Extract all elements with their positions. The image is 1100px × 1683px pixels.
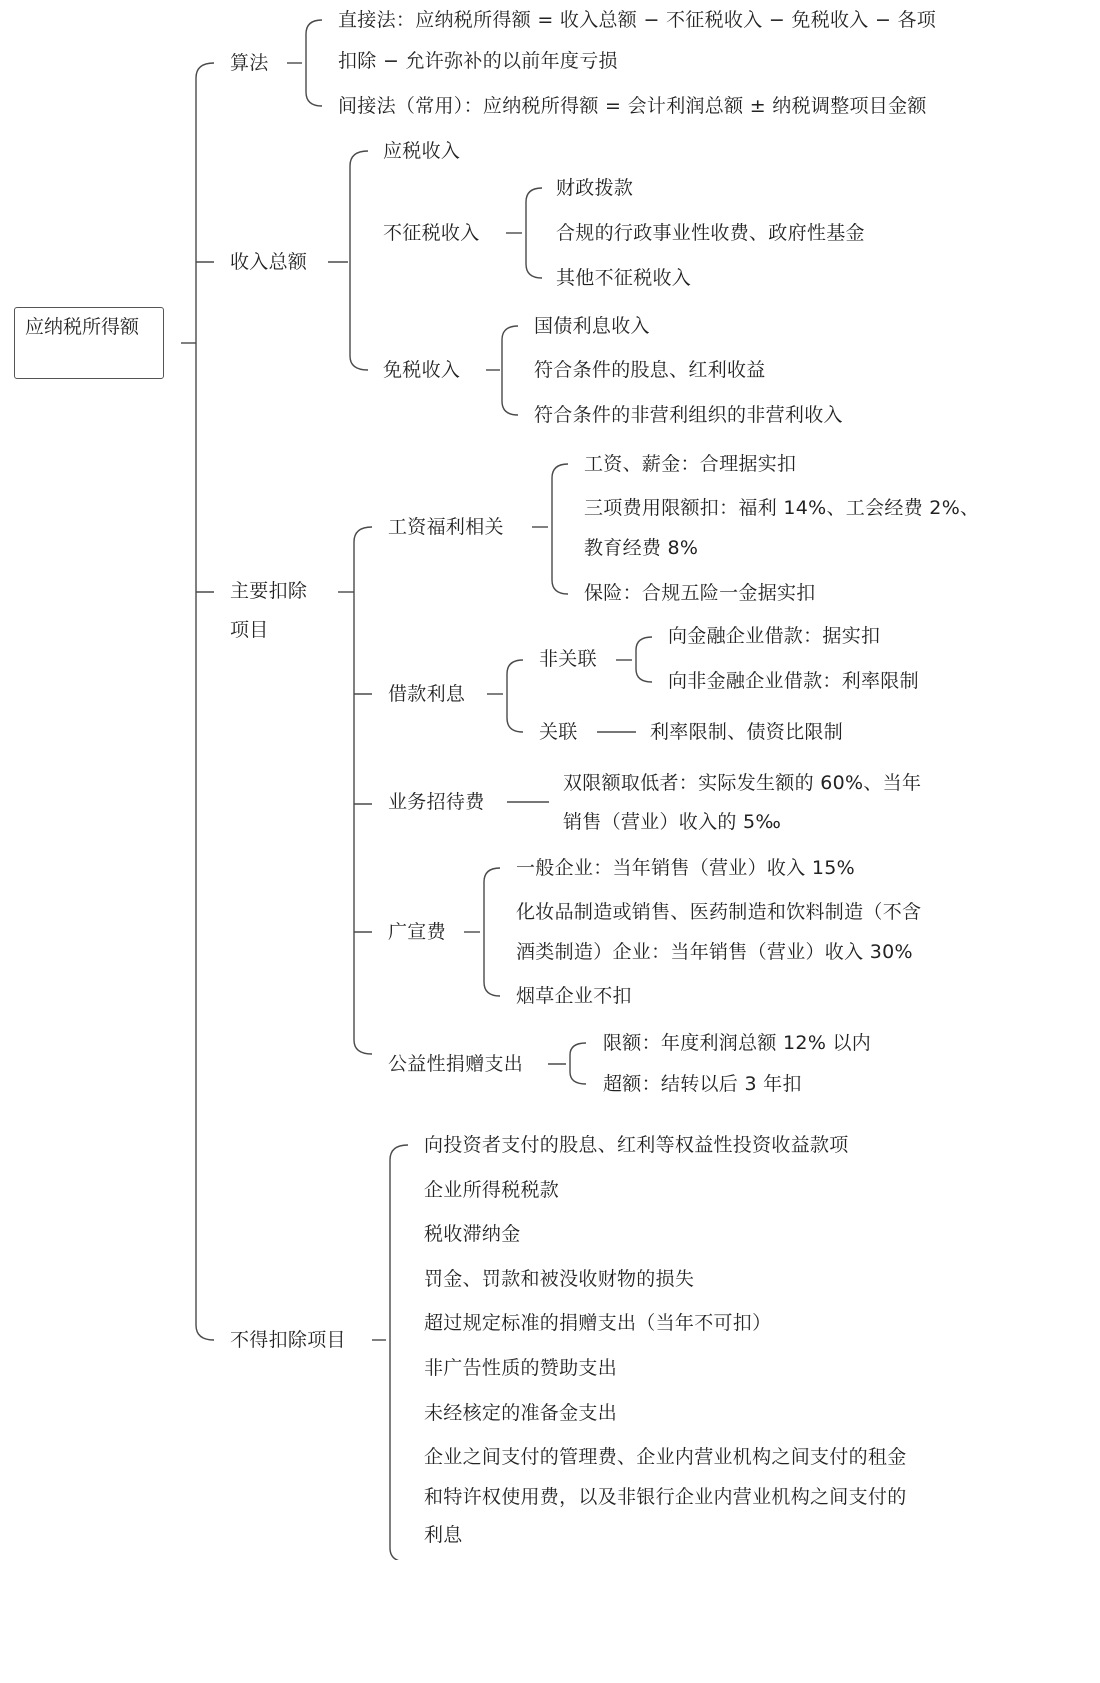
node-nondeductible-item: 未经核定的准备金支出 bbox=[424, 1402, 618, 1424]
node-indirect-method: 间接法（常用）：应纳税所得额 = 会计利润总额 ± 纳税调整项目金额 bbox=[338, 95, 927, 117]
node-advertising-item-line2: 酒类制造）企业：当年销售（营业）收入 30% bbox=[516, 941, 913, 963]
node-entertainment-item-line1: 双限额取低者：实际发生额的 60%、当年 bbox=[563, 772, 922, 794]
node-taxable-income: 应税收入 bbox=[383, 140, 461, 162]
node-nontaxable-item: 其他不征税收入 bbox=[556, 267, 692, 289]
node-nondeductible-item: 非广告性质的赞助支出 bbox=[424, 1357, 618, 1379]
node-nondeductible-item: 企业所得税税款 bbox=[424, 1179, 560, 1201]
node-nondeductible-item-line1: 企业之间支付的管理费、企业内营业机构之间支付的租金 bbox=[424, 1446, 907, 1468]
node-direct-method-line2: 扣除 − 允许弥补的以前年度亏损 bbox=[338, 50, 618, 72]
node-wage-item-line2: 教育经费 8% bbox=[584, 537, 699, 559]
node-nondeductible-item: 罚金、罚款和被没收财物的损失 bbox=[424, 1268, 695, 1290]
node-wage-welfare: 工资福利相关 bbox=[388, 516, 504, 538]
node-wage-item: 保险：合规五险一金据实扣 bbox=[584, 582, 816, 604]
node-total-income: 收入总额 bbox=[230, 251, 308, 273]
node-algorithm: 算法 bbox=[230, 52, 269, 74]
root-node: 应纳税所得额 bbox=[14, 307, 164, 379]
node-advertising-item: 烟草企业不扣 bbox=[516, 985, 632, 1007]
node-nondeductible-item-line3: 利息 bbox=[424, 1524, 463, 1546]
node-nondeductible: 不得扣除项目 bbox=[230, 1329, 346, 1351]
node-nontaxable-income: 不征税收入 bbox=[383, 222, 480, 244]
node-nondeductible-item: 超过规定标准的捐赠支出（当年不可扣） bbox=[424, 1312, 772, 1334]
node-entertainment-item-line2: 销售（营业）收入的 5‰ bbox=[563, 811, 782, 833]
node-exempt-item: 国债利息收入 bbox=[534, 315, 650, 337]
node-nonrelated-item: 向金融企业借款：据实扣 bbox=[668, 625, 881, 647]
node-direct-method-line1: 直接法：应纳税所得额 = 收入总额 − 不征税收入 − 免税收入 − 各项 bbox=[338, 9, 937, 31]
node-nontaxable-item: 财政拨款 bbox=[556, 177, 634, 199]
node-main-deductions-line2: 项目 bbox=[230, 619, 269, 641]
node-related-item: 利率限制、债资比限制 bbox=[650, 721, 844, 743]
node-advertising: 广宣费 bbox=[388, 921, 446, 943]
node-exempt-item: 符合条件的非营利组织的非营利收入 bbox=[534, 404, 843, 426]
node-nonrelated: 非关联 bbox=[539, 648, 597, 670]
node-nondeductible-item: 向投资者支付的股息、红利等权益性投资收益款项 bbox=[424, 1134, 849, 1156]
node-exempt-income: 免税收入 bbox=[383, 359, 461, 381]
node-loan-interest: 借款利息 bbox=[388, 683, 466, 705]
node-nondeductible-item-line2: 和特许权使用费，以及非银行企业内营业机构之间支付的 bbox=[424, 1486, 907, 1508]
node-entertainment: 业务招待费 bbox=[388, 791, 485, 813]
node-nonrelated-item: 向非金融企业借款：利率限制 bbox=[668, 670, 919, 692]
node-donation-item: 超额：结转以后 3 年扣 bbox=[603, 1073, 802, 1095]
node-advertising-item: 一般企业：当年销售（营业）收入 15% bbox=[516, 857, 855, 879]
node-exempt-item: 符合条件的股息、红利收益 bbox=[534, 359, 766, 381]
node-wage-item: 工资、薪金：合理据实扣 bbox=[584, 453, 797, 475]
node-donation: 公益性捐赠支出 bbox=[388, 1053, 524, 1075]
node-nondeductible-item: 税收滞纳金 bbox=[424, 1223, 521, 1245]
node-wage-item-line1: 三项费用限额扣：福利 14%、工会经费 2%、 bbox=[584, 497, 980, 519]
node-advertising-item-line1: 化妆品制造或销售、医药制造和饮料制造（不含 bbox=[516, 901, 922, 923]
node-main-deductions-line1: 主要扣除 bbox=[230, 580, 308, 602]
node-donation-item: 限额：年度利润总额 12% 以内 bbox=[603, 1032, 872, 1054]
node-related: 关联 bbox=[539, 721, 578, 743]
node-nontaxable-item: 合规的行政事业性收费、政府性基金 bbox=[556, 222, 865, 244]
